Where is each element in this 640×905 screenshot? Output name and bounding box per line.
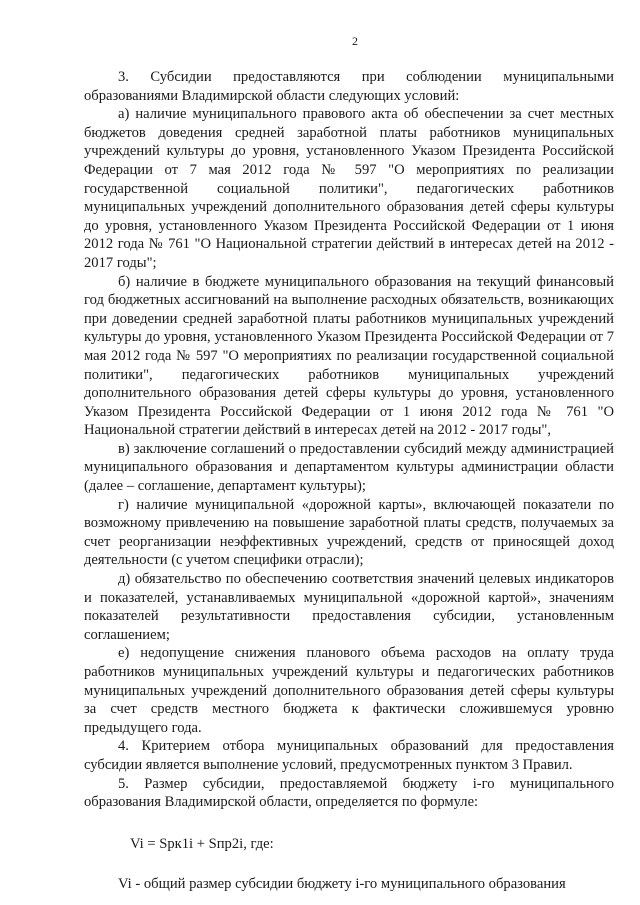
condition-v: в) заключение соглашений о предоставлении субсидий между администрацией муниципального образования и департаментом культуры администрации области (далее – соглашение, департамент культуры); bbox=[84, 440, 614, 495]
condition-b: б) наличие в бюджете муниципального образования на текущий финансовый год бюджетных ассигнований на выполнение расходных обязательств, возникающих при доведении средней заработной платы работников муниципальных учреждений культуры до уровня, установленного Указом Президента Российской Федерации от 7 мая 2012 года № 597 "О мероприятиях по реализации государственной социальной политики", педагогических работников муниципальных учреждений дополнительного образования детей сферы культуры до уровня, установленного Указом Президента Российской Федерации от 1 июня 2012 года № 761 "О Национальной стратегии действий в интересах детей на 2012 - 2017 годы", bbox=[84, 273, 614, 439]
subsidy-formula: Vi = Sрк1i + Sпр2i, где: bbox=[130, 835, 274, 852]
vi-definition: Vi - общий размер субсидии бюджету i-го муниципального образования bbox=[118, 876, 566, 893]
condition-g: г) наличие муниципальной «дорожной карты», включающей показатели по возможному привлечению на повышение заработной платы средств, получаемых за счет реорганизации неэффективных учреждений, средств от приносящей доход деятельности (с учетом специфики отрасли); bbox=[84, 496, 614, 569]
condition-e: е) недопущение снижения планового объема расходов на оплату труда работников муниципальных учреждений культуры и педагогических работников муниципальных учреждений дополнительного образования детей сферы культуры за счет средств местного бюджета к фактически сложившемуся уровню предыдущего года. bbox=[84, 645, 614, 736]
paragraph-3: 3. Субсидии предоставляются при соблюдении муниципальными образованиями Владимирской области следующих условий: bbox=[84, 69, 614, 104]
condition-a: а) наличие муниципального правового акта об обеспечении за счет местных бюджетов доведения средней заработной платы работников муниципальных учреждений культуры до уровня, установленного Указом Президента Российской Федерации от 7 мая 2012 года № 597 "О мероприятиях по реализации государственной социальной политики", педагогических работников муниципальных учреждений дополнительного образования детей сферы культуры до уровня, установленного Указом Президента Российской Федерации от 1 июня 2012 года № 761 "О Национальной стратегии действий в интересах детей на 2012 - 2017 годы"; bbox=[84, 106, 614, 271]
paragraph-5: 5. Размер субсидии, предоставляемой бюджету i-го муниципального образования Владимирской области, определяется по формуле: bbox=[84, 775, 614, 811]
condition-d: д) обязательство по обеспечению соответствия значений целевых индикаторов и показателей, устанавливаемых муниципальной «дорожной картой», значениям показателей результативности предоставления субсидии, установленным соглашением; bbox=[84, 571, 614, 643]
paragraph-4: 4. Критерием отбора муниципальных образований для предоставления субсидии является выполнение условий, предусмотренных пунктом 3 Правил. bbox=[84, 738, 614, 773]
page-number: 2 bbox=[352, 34, 358, 48]
